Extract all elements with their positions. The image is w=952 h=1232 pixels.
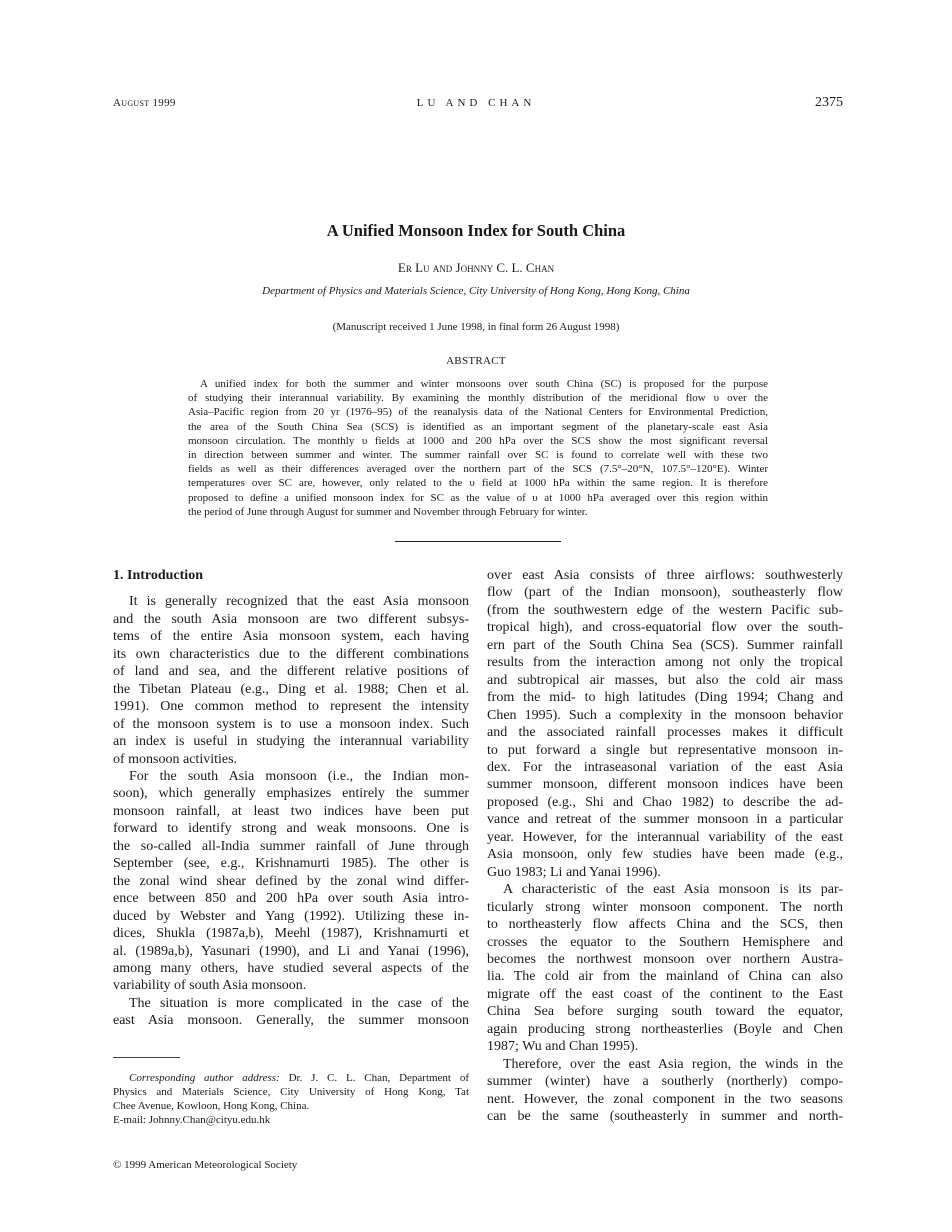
text-line: summer monsoon, different monsoon indices have been — [487, 777, 843, 793]
text-line: over east Asia consists of three airflows: southwesterly — [487, 568, 843, 583]
paragraph — [487, 1056, 843, 1126]
text-line: of monsoon activities. — [113, 751, 238, 767]
text-line: of the monsoon system is to use a monsoon index. Such — [113, 716, 469, 732]
text-line: 1991). One common method to represent the intensity — [113, 699, 469, 715]
text-line: dex. For the intraseasonal variation of the east Asia — [487, 759, 843, 775]
text-line: to northeasterly flow affects China and the SCS, then — [487, 917, 843, 933]
text-line: For the south Asia monsoon (i.e., the Indian mon- — [129, 768, 469, 784]
left-column — [113, 567, 469, 1030]
text-line: dices, Shukla (1987a,b), Meehl (1987), Krishnamurti et — [113, 926, 469, 942]
text-line: of land and sea, and the different relative positions of — [113, 664, 469, 680]
text-line: east Asia monsoon. Generally, the summer monsoon — [113, 1013, 469, 1029]
footnote-label: Corresponding author address: — [129, 1072, 280, 1084]
text-line: proposed to define a unified monsoon index for SC as the value of υ at 1000 hPa averaged over this region within — [188, 491, 768, 504]
paragraph — [113, 593, 469, 768]
running-title: LU AND CHAN — [416, 97, 536, 109]
text-line: Asia monsoon, only few studies have been made (e.g., — [487, 847, 843, 863]
text-line: ence between 850 and 200 hPa over south Asia intro- — [113, 891, 469, 907]
text-line: fields as well as their differences averaged over the northern part of the SCS (7.5°–20°N, 107.5°–120°E). Winter — [188, 463, 768, 476]
text-line: and the south Asia monsoon are two different subsys- — [113, 611, 469, 627]
paragraph — [113, 768, 469, 995]
authors: Er Lu and Johnny C. L. Chan — [397, 260, 555, 275]
abstract-heading: ABSTRACT — [446, 355, 506, 367]
text-line: Therefore, over the east Asia region, the winds in the — [503, 1056, 843, 1072]
section-heading: 1. Introduction — [113, 568, 203, 583]
divider-rule — [395, 541, 561, 542]
paragraph — [487, 567, 843, 881]
text-line: an index is useful in studying the interannual variability — [113, 734, 469, 750]
abstract — [188, 377, 768, 519]
text-line: of studying their interannual variability. By examining the monthly distribution of the meridional flow υ over the — [188, 392, 768, 405]
paragraph — [113, 995, 469, 1030]
text-line: the period of June through August for summer and November through February for winter. — [188, 505, 588, 518]
text-line: tropical high), and cross-equatorial flow over the south- — [487, 620, 843, 636]
text-line: temperatures over SC are, however, only related to the υ field at 1000 hPa within the same region. It is therefore — [188, 477, 768, 490]
text-line: tems of the entire Asia monsoon system, each having — [113, 629, 469, 645]
text-line: A characteristic of the east Asia monsoon is its par- — [503, 882, 843, 898]
text-line: and the associated rainfall processes makes it difficult — [487, 725, 843, 741]
affiliation: Department of Physics and Materials Science, City University of Hong Kong, Hong Kong, China — [262, 285, 690, 297]
footnote-line: Physics and Materials Science, City University of Hong Kong, Tat — [113, 1086, 469, 1098]
text-line: Asia–Pacific region from 20 yr (1976–95) of the reanalysis data of the National Centers for Environmental Prediction, — [188, 406, 768, 419]
text-line: results from the interaction among not only the tropical — [487, 655, 843, 671]
text-line: ticularly strong winter monsoon component. The north — [487, 899, 843, 915]
paragraph — [487, 881, 843, 1056]
text-line: nent. However, the zonal component in the two seasons — [487, 1091, 843, 1107]
text-line: variability of south Asia monsoon. — [113, 978, 307, 994]
text-line: duced by Webster and Yang (1992). Utilizing these in- — [113, 908, 469, 924]
text-line: Chen 1995). Such a complexity in the monsoon behavior — [487, 707, 843, 723]
manuscript-received: (Manuscript received 1 June 1998, in final form 26 August 1998) — [332, 321, 620, 333]
text-line: its own characteristics due to the different combinations — [113, 646, 469, 662]
text-line: summer (winter) have a southerly (northerly) compo- — [487, 1074, 843, 1090]
text-line: September (see, e.g., Krishnamurti 1985). The other is — [113, 856, 469, 872]
text-line: the area of the South China Sea (SCS) is identified as an important segment of the planetary-scale east Asia — [188, 420, 768, 433]
text-line: ern part of the South China Sea (SCS). Summer rainfall — [487, 637, 843, 653]
text-line: flow (part of the Indian monsoon), southeasterly flow — [487, 585, 843, 601]
text-line: China Sea before surging south toward the equator, — [487, 1004, 843, 1020]
text-line: to put forward a single but representative monsoon in- — [487, 742, 843, 758]
text-line: can be the same (southeasterly in summer and north- — [487, 1109, 843, 1125]
text-line: the zonal wind shear defined by the zonal wind differ- — [113, 873, 469, 889]
text-line: soon), which generally emphasizes entirely the summer — [113, 786, 469, 802]
footnote-rule — [113, 1057, 180, 1058]
text-line: The situation is more complicated in the case of the — [129, 995, 469, 1011]
page-number: 2375 — [815, 95, 843, 110]
text-line: monsoon rainfall, at least two indices have been put — [113, 803, 469, 819]
text-line: among many others, have studied several aspects of the — [113, 960, 469, 976]
text-line: again producing strong northeasterlies (Boyle and Chen — [487, 1021, 843, 1037]
text-line: 1987; Wu and Chan 1995). — [487, 1039, 639, 1055]
text-line: proposed (e.g., Shi and Chao 1982) to describe the ad- — [487, 794, 843, 810]
footnote-text: Dr. J. C. L. Chan, Department of — [288, 1072, 469, 1084]
right-column — [487, 567, 843, 1126]
text-line: migrate off the east coast of the continent to the East — [487, 986, 843, 1002]
text-line: in direction between summer and winter. The summer rainfall over SC is found to correlate well with these two — [188, 449, 768, 462]
text-line: lia. The cold air from the mainland of China can also — [487, 969, 843, 985]
left-column-body — [113, 593, 469, 1029]
text-line: Guo 1983; Li and Yanai 1996). — [487, 864, 661, 880]
text-line: and subtropical air masses, but also the cold air mass — [487, 672, 843, 688]
text-line: al. (1989a,b), Yasunari (1990), and Li and Yanai (1996), — [113, 943, 469, 959]
text-line: becomes the northwest monsoon over northern Austra- — [487, 951, 843, 967]
footnote-line — [113, 1071, 469, 1085]
header-month: August — [113, 97, 150, 109]
text-line: the Tibetan Plateau (e.g., Ding et al. 1988; Chen et al. — [113, 681, 469, 697]
footnote-line: Chee Avenue, Kowloon, Hong Kong, China. — [113, 1100, 310, 1112]
text-line: vance and retreat of the summer monsoon in a particular — [487, 812, 843, 828]
copyright: © 1999 American Meteorological Society — [113, 1159, 298, 1171]
text-line: crosses the equator to the Southern Hemisphere and — [487, 934, 843, 950]
text-line: (from the southwestern edge of the western Pacific sub- — [487, 602, 843, 618]
text-line: the so-called all-India summer rainfall of June through — [113, 838, 469, 854]
footnote-email[interactable]: E-mail: Johnny.Chan@cityu.edu.hk — [113, 1114, 271, 1126]
paper-title: A Unified Monsoon Index for South China — [326, 221, 626, 240]
text-line: A unified index for both the summer and winter monsoons over south China (SC) is proposed for the purpose — [200, 378, 768, 390]
text-line: It is generally recognized that the east Asia monsoon — [129, 594, 469, 610]
text-line: from the mid- to high latitudes (Ding 1994; Chang and — [487, 690, 843, 706]
text-line: forward to identify strong and weak monsoons. One is — [113, 821, 469, 837]
text-line: monsoon circulation. The monthly υ fields at 1000 and 200 hPa over the SCS show the most significant reversal — [188, 434, 768, 447]
header-year: 1999 — [152, 97, 176, 109]
footnote — [113, 1071, 469, 1127]
text-line: year. However, for the interannual variability of the east — [487, 829, 843, 845]
